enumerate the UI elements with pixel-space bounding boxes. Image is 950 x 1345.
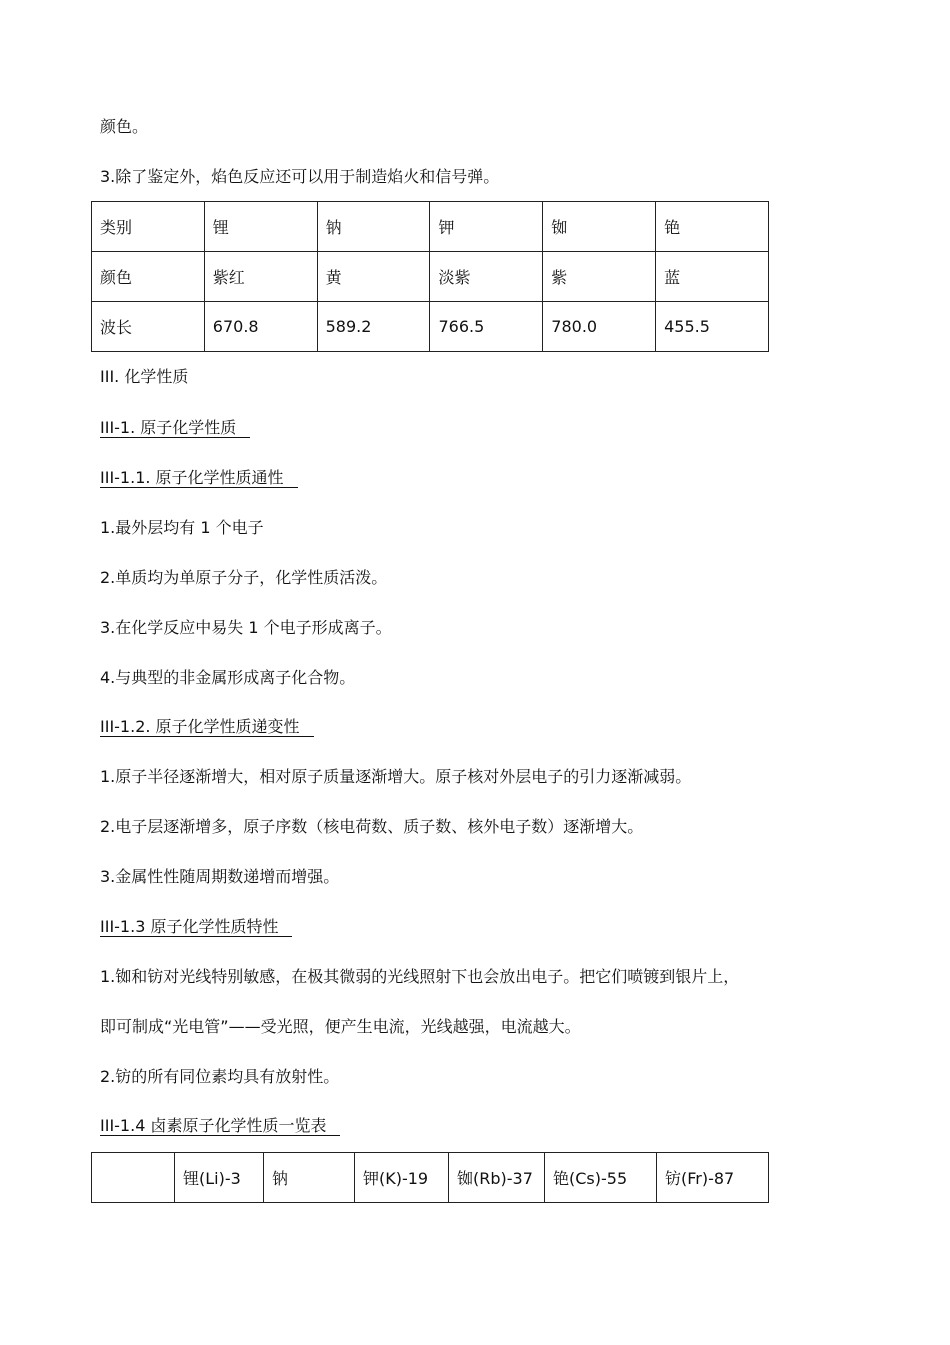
table-cell: 淡紫 bbox=[430, 252, 543, 302]
table-cell: 颜色 bbox=[92, 252, 205, 302]
table-cell bbox=[92, 1153, 175, 1203]
paragraph-trend-3: 3.金属性性随周期数递增而增强。 bbox=[100, 867, 340, 886]
table-cell: 蓝 bbox=[656, 252, 769, 302]
table-row bbox=[92, 1153, 769, 1203]
table-cell: 锂 bbox=[204, 202, 317, 252]
table-cell: 铷(Rb)-37 bbox=[449, 1153, 545, 1203]
summary-table bbox=[91, 1152, 769, 1203]
table-cell: 钠 bbox=[317, 202, 430, 252]
table-cell: 钾(K)-19 bbox=[355, 1153, 449, 1203]
table-row bbox=[92, 202, 769, 252]
paragraph-special-1b: 即可制成“光电管”——受光照，便产生电流，光线越强，电流越大。 bbox=[100, 1017, 581, 1036]
table-cell: 铷 bbox=[543, 202, 656, 252]
paragraph-flame-use: 3.除了鉴定外，焰色反应还可以用于制造焰火和信号弹。 bbox=[100, 167, 500, 186]
heading-text: III-1. 原子化学性质 bbox=[100, 418, 250, 438]
table-cell: 455.5 bbox=[656, 302, 769, 352]
table-cell: 670.8 bbox=[204, 302, 317, 352]
table-cell: 黄 bbox=[317, 252, 430, 302]
section-heading-trend bbox=[100, 717, 314, 737]
table-cell: 钫(Fr)-87 bbox=[657, 1153, 769, 1203]
table-cell: 波长 bbox=[92, 302, 205, 352]
table-cell: 类别 bbox=[92, 202, 205, 252]
table-cell: 铯(Cs)-55 bbox=[545, 1153, 657, 1203]
paragraph-common-1: 1.最外层均有 1 个电子 bbox=[100, 518, 264, 537]
paragraph-trend-2: 2.电子层逐渐增多，原子序数（核电荷数、质子数、核外电子数）逐渐增大。 bbox=[100, 817, 644, 836]
table-cell: 766.5 bbox=[430, 302, 543, 352]
table-row bbox=[92, 252, 769, 302]
table-cell: 589.2 bbox=[317, 302, 430, 352]
heading-text: III-1.4 卤素原子化学性质一览表 bbox=[100, 1116, 340, 1136]
table-cell: 锂(Li)-3 bbox=[175, 1153, 264, 1203]
table-row bbox=[92, 302, 769, 352]
section-heading-chemistry: III. 化学性质 bbox=[100, 367, 189, 386]
table-cell: 钾 bbox=[430, 202, 543, 252]
table-cell: 钠 bbox=[264, 1153, 355, 1203]
table-cell: 780.0 bbox=[543, 302, 656, 352]
table-cell: 铯 bbox=[656, 202, 769, 252]
paragraph-common-2: 2.单质均为单原子分子，化学性质活泼。 bbox=[100, 568, 388, 587]
table-cell: 紫 bbox=[543, 252, 656, 302]
paragraph-color-end: 颜色。 bbox=[100, 117, 149, 136]
paragraph-common-4: 4.与典型的非金属形成离子化合物。 bbox=[100, 668, 356, 687]
section-heading-special bbox=[100, 917, 292, 937]
paragraph-special-1a: 1.铷和钫对光线特别敏感，在极其微弱的光线照射下也会放出电子。把它们喷镀到银片上， bbox=[100, 967, 740, 986]
heading-text: III-1.1. 原子化学性质通性 bbox=[100, 468, 298, 488]
paragraph-trend-1: 1.原子半径逐渐增大，相对原子质量逐渐增大。原子核对外层电子的引力逐渐减弱。 bbox=[100, 767, 692, 786]
section-heading-atomic bbox=[100, 418, 250, 438]
section-heading-table bbox=[100, 1116, 340, 1136]
table-cell: 紫红 bbox=[204, 252, 317, 302]
section-heading-common bbox=[100, 468, 298, 488]
paragraph-common-3: 3.在化学反应中易失 1 个电子形成离子。 bbox=[100, 618, 392, 637]
paragraph-special-2: 2.钫的所有同位素均具有放射性。 bbox=[100, 1067, 340, 1086]
heading-text: III-1.3 原子化学性质特性 bbox=[100, 917, 292, 937]
heading-text: III-1.2. 原子化学性质递变性 bbox=[100, 717, 314, 737]
flame-color-table bbox=[91, 201, 769, 352]
